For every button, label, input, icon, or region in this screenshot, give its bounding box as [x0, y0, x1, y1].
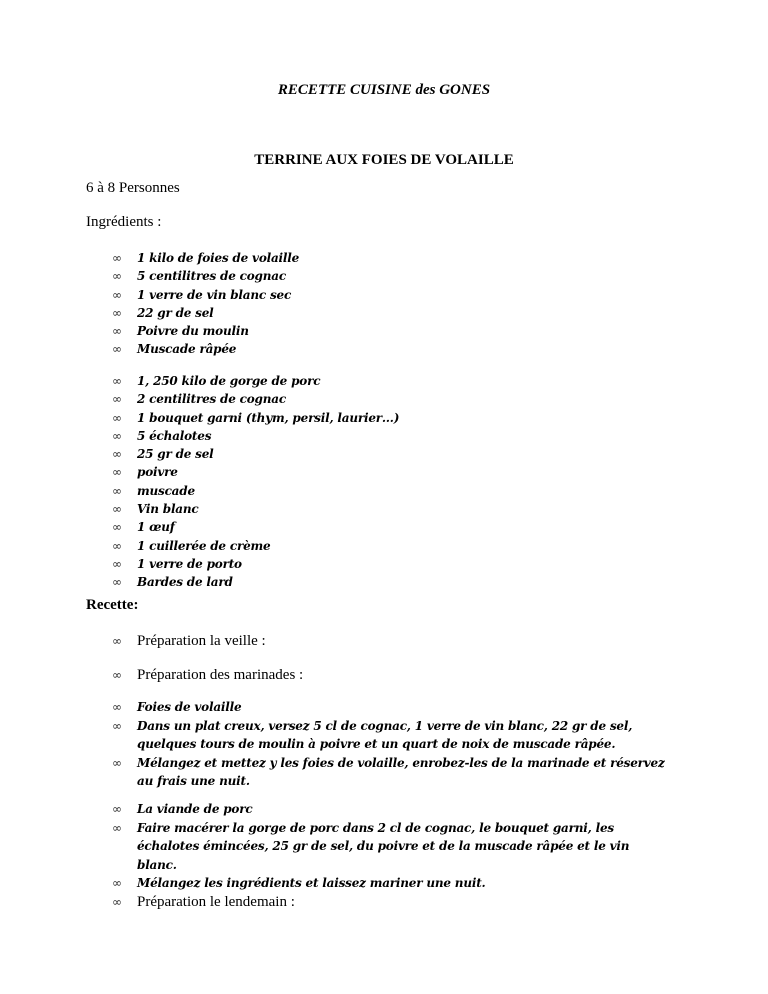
infinity-bullet-icon: ∞ — [112, 502, 122, 517]
step-veille: ∞ Préparation la veille : — [112, 633, 266, 649]
infinity-bullet-icon: ∞ — [112, 718, 122, 733]
infinity-bullet-icon: ∞ — [112, 755, 122, 770]
infinity-bullet-icon: ∞ — [112, 895, 122, 909]
infinity-bullet-icon: ∞ — [112, 374, 122, 388]
list-item: ∞ Mélangez les ingrédients et laissez mariner une nuit. — [112, 874, 672, 893]
list-item: ∞ Dans un plat creux, versez 5 cl de cognac, 1 verre de vin blanc, 22 gr de sel, quelques tours de moulin à poivre et un quart de noix de muscade râpée. — [112, 718, 633, 751]
list-item: ∞ Bardes de lard — [112, 573, 399, 591]
step-lendemain: ∞ Préparation le lendemain : — [112, 894, 295, 910]
infinity-bullet-icon: ∞ — [112, 269, 122, 284]
list-item: ∞ 5 centilitres de cognac — [112, 267, 299, 285]
infinity-bullet-icon: ∞ — [112, 305, 122, 320]
infinity-bullet-icon: ∞ — [112, 876, 122, 890]
list-item: ∞ poivre — [112, 463, 399, 481]
list-item: ∞ 25 gr de sel — [112, 445, 399, 463]
servings: 6 à 8 Personnes — [86, 180, 180, 196]
infinity-bullet-icon: ∞ — [112, 392, 122, 407]
recette-heading: Recette: — [86, 597, 139, 613]
infinity-bullet-icon: ∞ — [112, 634, 122, 648]
list-item: ∞ Faire macérer la gorge de porc dans 2 cl de cognac, le bouquet garni, les échalotes émincées, 25 gr de sel, du poivre et de la muscade râpée et le vin blanc. — [112, 820, 630, 872]
list-item: ∞ 1 œuf — [112, 518, 399, 536]
infinity-bullet-icon: ∞ — [112, 465, 122, 480]
list-item: ∞ muscade — [112, 482, 399, 500]
list-item: ∞ 22 gr de sel — [112, 304, 299, 322]
list-item: ∞ 5 échalotes — [112, 427, 399, 445]
list-item: ∞ La viande de porc — [112, 800, 672, 819]
infinity-bullet-icon: ∞ — [112, 447, 122, 462]
list-item: ∞ 1 verre de porto — [112, 555, 399, 573]
list-item: ∞ 1 cuillerée de crème — [112, 537, 399, 555]
list-item: ∞ Vin blanc — [112, 500, 399, 518]
infinity-bullet-icon: ∞ — [112, 342, 122, 357]
list-item: ∞ Foies de volaille — [112, 698, 672, 717]
list-item: ∞ Muscade râpée — [112, 340, 299, 358]
porc-marinade-section — [112, 800, 672, 893]
page-header: RECETTE CUISINE des GONES — [277, 82, 491, 98]
infinity-bullet-icon: ∞ — [112, 820, 122, 835]
list-item: ∞ Mélangez et mettez y les foies de volaille, enrobez-les de la marinade et réservez au frais une nuit. — [112, 755, 665, 788]
ingredients-label: Ingrédients : — [86, 214, 162, 230]
list-item: ∞ Poivre du moulin — [112, 322, 299, 340]
infinity-bullet-icon: ∞ — [112, 251, 122, 265]
infinity-bullet-icon: ∞ — [112, 324, 122, 339]
ingredient-list-porc — [112, 372, 399, 592]
infinity-bullet-icon: ∞ — [112, 668, 122, 682]
infinity-bullet-icon: ∞ — [112, 556, 122, 571]
list-item: ∞ 1 bouquet garni (thym, persil, laurier…) — [112, 409, 399, 427]
list-item: ∞ 1 kilo de foies de volaille — [112, 249, 299, 267]
infinity-bullet-icon: ∞ — [112, 538, 122, 553]
list-item: ∞ 1 verre de vin blanc sec — [112, 286, 299, 304]
infinity-bullet-icon: ∞ — [112, 483, 122, 498]
infinity-bullet-icon: ∞ — [112, 410, 122, 425]
infinity-bullet-icon: ∞ — [112, 700, 122, 714]
ingredient-list-foies — [112, 249, 299, 359]
infinity-bullet-icon: ∞ — [112, 520, 122, 535]
list-item: ∞ 1, 250 kilo de gorge de porc — [112, 372, 399, 390]
foies-marinade-section — [112, 698, 672, 791]
step-marinades: ∞ Préparation des marinades : — [112, 667, 304, 683]
infinity-bullet-icon: ∞ — [112, 287, 122, 302]
infinity-bullet-icon: ∞ — [112, 575, 122, 590]
recipe-title: TERRINE AUX FOIES DE VOLAILLE — [254, 152, 514, 168]
infinity-bullet-icon: ∞ — [112, 428, 122, 443]
list-item: ∞ 2 centilitres de cognac — [112, 390, 399, 408]
infinity-bullet-icon: ∞ — [112, 802, 122, 816]
